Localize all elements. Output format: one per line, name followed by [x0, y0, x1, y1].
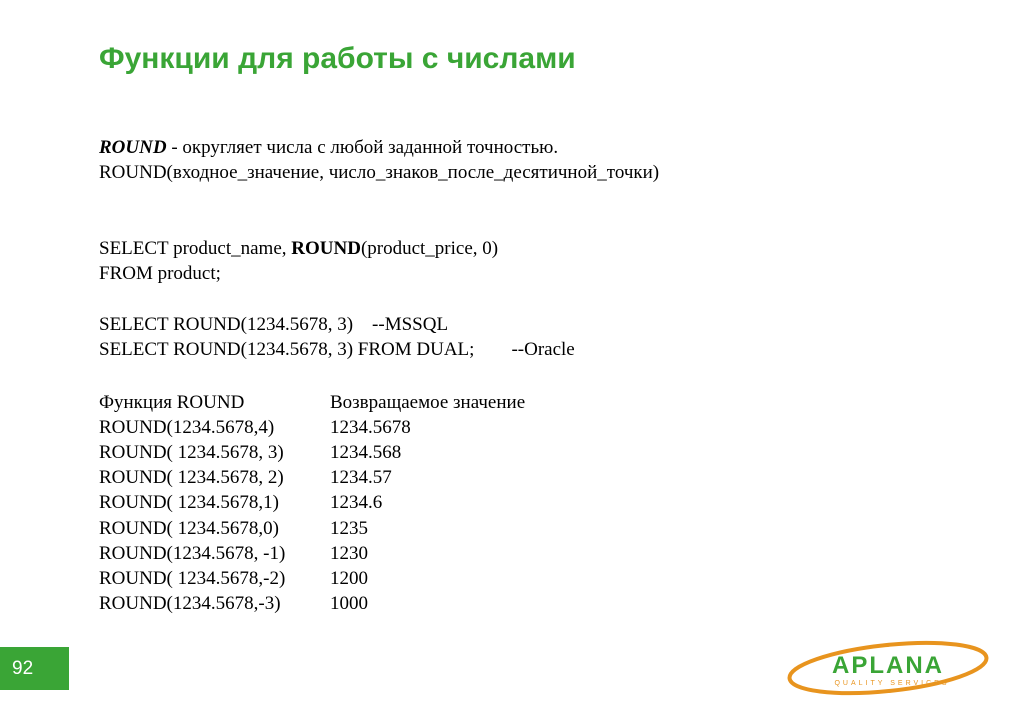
- from-statement: FROM product;: [99, 263, 221, 284]
- table-cell-value: 1234.57: [330, 467, 392, 489]
- aplana-logo: [786, 640, 990, 696]
- table-row: [99, 566, 525, 591]
- slide-title: Функции для работы с числами: [99, 42, 576, 75]
- table-row: [99, 541, 525, 566]
- table-cell-value: 1235: [330, 517, 368, 539]
- select-suffix: (product_price, 0): [360, 238, 499, 259]
- page-number-badge: 92: [0, 647, 69, 690]
- oracle-code: SELECT ROUND(1234.5678, 3) FROM DUAL;: [99, 339, 475, 360]
- round-description-text: - округляет числа с любой заданной точностью.: [166, 137, 559, 158]
- table-cell-function: ROUND(1234.5678, -1): [99, 542, 286, 564]
- mssql-code: SELECT ROUND(1234.5678, 3): [99, 314, 354, 335]
- table-cell-function: ROUND( 1234.5678,-2): [99, 567, 286, 589]
- oracle-example: [99, 339, 575, 361]
- table-cell-function: ROUND(1234.5678,-3): [99, 593, 281, 615]
- table-cell-function: ROUND( 1234.5678,1): [99, 492, 279, 514]
- logo-wordmark: APLANA: [832, 652, 944, 679]
- logo-tagline: QUALITY SERVICES: [834, 680, 950, 687]
- table-row: [99, 592, 525, 617]
- round-syntax: ROUND(входное_значение, число_знаков_после_десятичной_точки): [99, 162, 660, 183]
- mssql-example: [99, 314, 448, 336]
- table-cell-value: 1234.6: [330, 492, 383, 514]
- select-statement: [99, 238, 498, 260]
- table-cell-value: 1230: [330, 542, 368, 564]
- round-function-name: ROUND: [99, 137, 167, 158]
- table-row: [99, 516, 525, 541]
- oracle-comment: --Oracle: [511, 339, 575, 360]
- select-prefix: SELECT product_name,: [99, 238, 292, 259]
- table-cell-value: 1200: [330, 567, 368, 589]
- table-header-function: Функция ROUND: [99, 391, 245, 413]
- round-description: [99, 137, 558, 159]
- table-row: [99, 491, 525, 516]
- table-row: [99, 440, 525, 465]
- select-round-keyword: ROUND: [291, 238, 361, 259]
- table-cell-function: ROUND( 1234.5678,0): [99, 517, 279, 539]
- table-row: [99, 466, 525, 491]
- table-cell-function: ROUND( 1234.5678, 2): [99, 467, 284, 489]
- table-cell-function: ROUND(1234.5678,4): [99, 416, 275, 438]
- table-cell-value: 1234.568: [330, 441, 402, 463]
- table-cell-value: 1234.5678: [330, 416, 411, 438]
- table-cell-value: 1000: [330, 593, 368, 615]
- mssql-comment: --MSSQL: [372, 314, 449, 335]
- table-header-value: Возвращаемое значение: [330, 391, 526, 413]
- table-cell-function: ROUND( 1234.5678, 3): [99, 441, 284, 463]
- round-results-table: [99, 390, 525, 617]
- table-row: [99, 415, 525, 440]
- table-header-row: [99, 390, 525, 415]
